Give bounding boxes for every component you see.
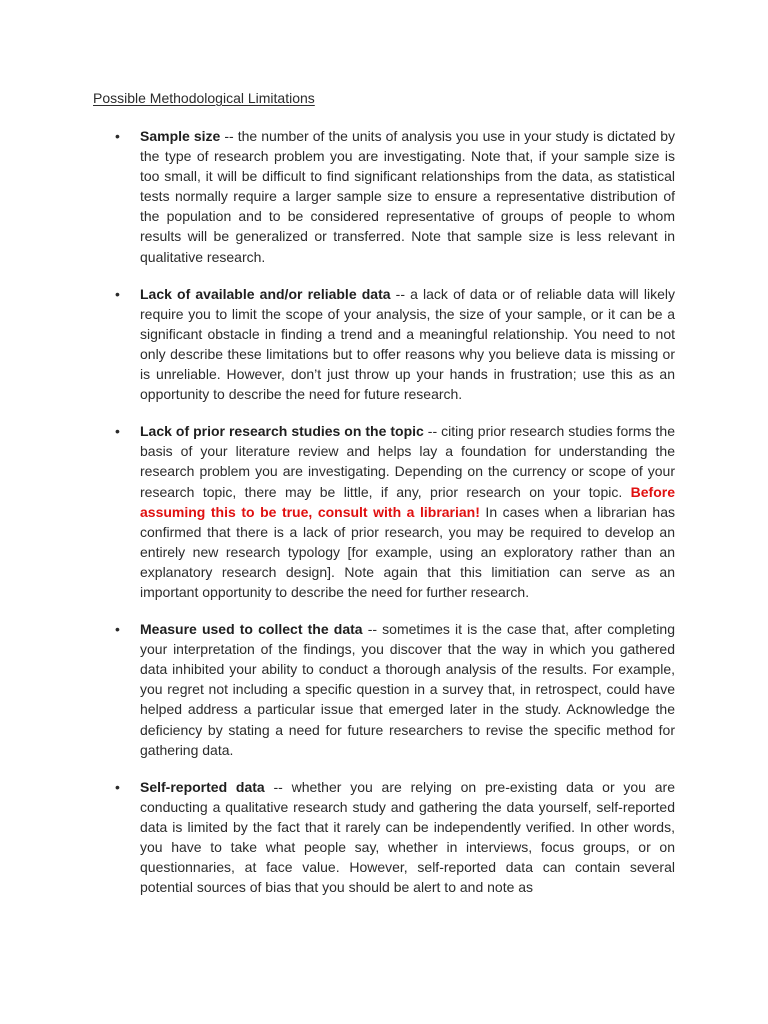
list-item-prior-research [0, 421, 768, 602]
librarian-warning: Before assuming this to be true, consult with a librarian! [140, 483, 675, 520]
item-term: Lack of prior research studies on the topic [140, 423, 424, 440]
bullet-icon: • [115, 778, 120, 795]
item-term: Measure used to collect the data [140, 621, 363, 638]
limitations-list [0, 126, 768, 914]
item-term: Lack of available and/or reliable data [140, 285, 391, 302]
bullet-icon: • [115, 128, 120, 144]
item-text: -- a lack of data or of reliable data will likely require you to limit the scope of your analysis, the size of your sample, or it can be a significant obstacle in finding a trend and a meaningful relationship. You need to not only describe these limitations but to offer reasons why you believe data is missing or is unreliable. However, don’t just throw up your hands in frustration; use this as an opportunity to describe the need for future research. [140, 285, 675, 403]
item-term: Self-reported data [140, 778, 265, 795]
item-text-continued: In cases when a librarian has confirmed that there is a lack of prior research, you may be required to develop an entirely new research typology [for example, using an exploratory rather than an explanatory research design]. Note again that this limitiation can serve as an important opportunity to describe the need for further research. [140, 503, 675, 600]
bullet-icon: • [115, 423, 120, 440]
bullet-icon: • [115, 285, 120, 302]
page-title: Possible Methodological Limitations [93, 90, 315, 106]
list-item-self-reported [0, 777, 768, 898]
item-text: -- whether you are relying on pre-existing data or you are conducting a qualitative research study and gathering the data yourself, self-reported data is limited by the fact that it rarely can be independently verified. In other words, you have to take what people say, whether in interviews, focus groups, or on questionnaries, at face value. However, self-reported data can contain several potential sources of bias that you should be alert to and note as [140, 778, 675, 896]
item-text: -- the number of the units of analysis you use in your study is dictated by the type of research problem you are investigating. Note that, if your sample size is too small, it will be difficult to find significant relationships from the data, as statistical tests normally require a larger sample size to ensure a representative distribution of the population and to be considered representative of groups of people to whom results will be generalized or transferred. Note that sample size is less relevant in qualitative research. [140, 128, 675, 265]
item-term: Sample size [140, 128, 221, 144]
item-text: -- citing prior research studies forms the basis of your literature review and helps lay a foundation for understanding the research problem you are investigating. Depending on the currency or scope of your research topic, there may be little, if any, prior research on your topic. [140, 423, 675, 500]
bullet-icon: • [115, 621, 120, 638]
item-text: -- sometimes it is the case that, after completing your interpretation of the findings, you discover that the way in which you gathered data inhibited your ability to conduct a thorough analysis of the results. For example, you regret not including a specific question in a survey that, in retrospect, could have helped address a particular issue that emerged later in the study. Acknowledge the deficiency by stating a need for future researchers to revise the specific method for gathering data. [140, 621, 675, 758]
list-item-available-data [0, 284, 768, 405]
list-item-sample-size [0, 126, 768, 267]
list-item-measure [0, 619, 768, 760]
